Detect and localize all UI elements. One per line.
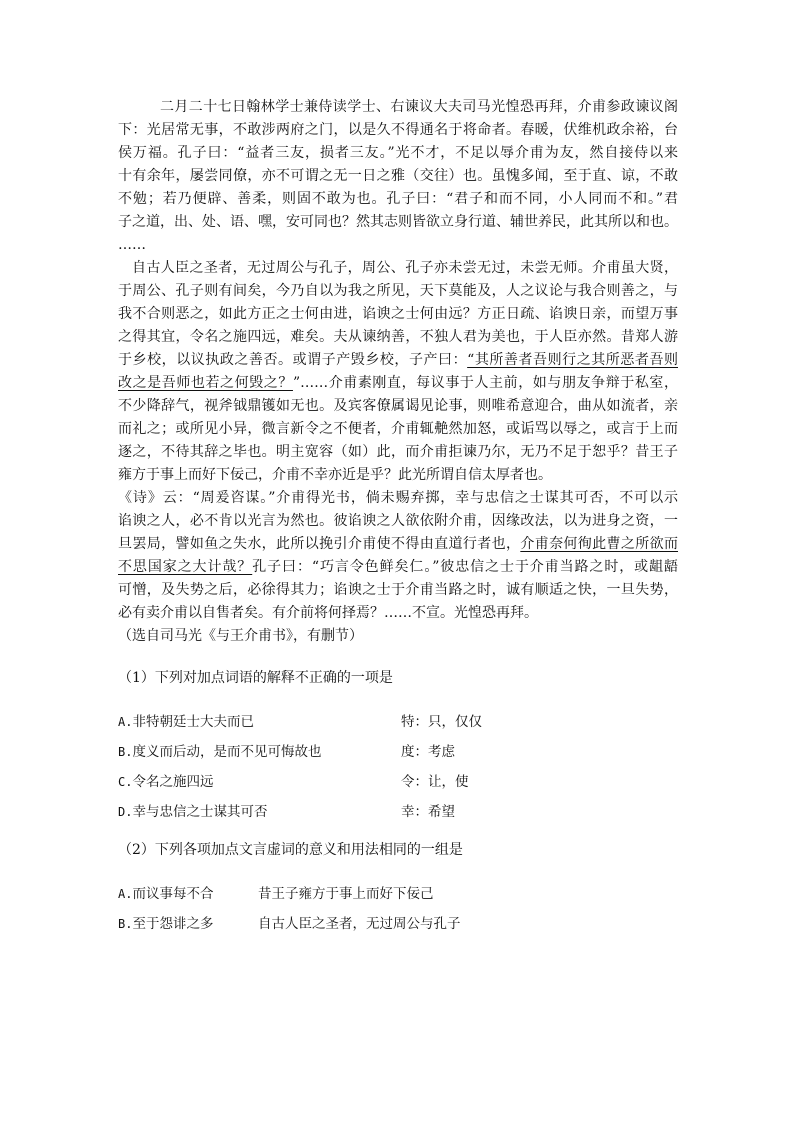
passage-text: ”……介甫素刚直，每议事于人主前，如与朋友争辩于私室，: [292, 375, 679, 391]
document-body: [118, 96, 678, 934]
option-pair-text: 自古人臣之圣者，无过周公与孔子: [258, 916, 461, 932]
underlined-sentence: 介甫奈何徇此曹之所欲而: [520, 536, 679, 552]
passage-line: [118, 372, 678, 395]
passage-line: 十有余年，屡尝同僚，亦不可谓之无一日之雅（交往）也。虽愧多闻，至于直、谅，不敢: [118, 168, 678, 184]
option-row: [118, 712, 678, 732]
source-note: （选自司马光《与王介甫书》，有删节）: [118, 628, 363, 644]
passage-line: 雍方于事上而好下佞己，介甫不幸亦近是乎？此光所谓自信太厚者也。: [118, 467, 552, 483]
option-explanation: 幸：希望: [401, 804, 455, 820]
passage-line: 于周公、孔子则有间矣，今乃自以为我之所见，天下莫能及，人之议论与我合则善之，与: [118, 283, 678, 299]
passage-text: 于乡校，以议执政之善否。或谓子产毁乡校，子产曰：: [118, 352, 468, 368]
passage-line: 下：光居常无事，不敢涉两府之门，以是久不得通名于将命者。春暖，伏维机政余裕，台: [118, 122, 678, 138]
option-row: [118, 772, 678, 792]
passage-line: 侯万福。孔子曰：“益者三友，损者三友。”光不才，不足以辱介甫为友，然自接侍以来: [118, 145, 678, 161]
passage-line: 不勉；若乃便辟、善柔，则固不敢为也。孔子曰：“君子和而不同，小人同而不和。”君: [118, 191, 678, 207]
passage-line: ……: [118, 237, 146, 253]
option-text: A.而议事每不合: [118, 886, 214, 902]
passage-text: 孔子曰：“巧言令色鲜矣仁。”彼忠信之士于介甫当路之时，或龃龉: [252, 559, 678, 575]
passage-line: 可憎，及失势之后，必徐得其力；谄谀之士于介甫当路之时，诚有顺适之快，一旦失势，: [118, 582, 678, 598]
option-row: [118, 884, 678, 904]
passage-line: 二月二十七日翰林学士兼侍读学士、右谏议大夫司马光惶恐再拜，介甫参政谏议阁: [160, 99, 678, 115]
option-row: [118, 914, 678, 934]
passage-line: 而礼之；或所见小异，微言新令之不便者，介甫辄艴然加怒，或诟骂以辱之，或言于上而: [118, 421, 678, 437]
underlined-sentence: 不思国家之大计哉？: [118, 559, 253, 575]
passage-line: [118, 533, 678, 556]
passage-line: 必有卖介甫以自售者矣。有介前将何择焉？……不宣。光惶恐再拜。: [118, 605, 538, 621]
passage-line: [118, 556, 678, 579]
option-explanation: 度：考虑: [401, 744, 455, 760]
option-explanation: 令：让，使: [401, 774, 469, 790]
option-text: A.非特朝廷士大夫而已: [118, 714, 254, 730]
option-pair-text: 昔王子雍方于事上而好下佞己: [258, 886, 434, 902]
question-stem: （1）下列对加点词语的解释不正确的一项是: [118, 670, 393, 686]
passage-line: [118, 349, 678, 372]
passage-line: 《诗》云：“周爰咨谋。”介甫得光书，倘未赐弃掷，幸与忠信之士谋其可否，不可以示: [118, 490, 678, 506]
option-row: [118, 742, 678, 762]
passage-line: 逐之，不待其辞之毕也。明主宽容（如）此，而介甫拒谏乃尔，无乃不足于恕乎？昔王子: [118, 444, 678, 460]
option-explanation: 特：只，仅仅: [401, 714, 482, 730]
underlined-quote: “其所善者吾则行之其所恶者吾则: [467, 352, 678, 368]
passage-line: 自古人臣之圣者，无过周公与孔子，周公、孔子亦未尝无过，未尝无师。介甫虽大贤，: [132, 260, 678, 276]
passage-line: 子之道，出、处、语、嘿，安可同也？然其志则皆欲立身行道、辅世养民，此其所以和也。: [118, 214, 678, 230]
passage-line: 之得其宜，令名之施四远，难矣。夫从谏纳善，不独人君为美也，于人臣亦然。昔郑人游: [118, 329, 678, 345]
option-text: D.幸与忠信之士谋其可否: [118, 804, 268, 820]
option-text: C.令名之施四远: [118, 774, 214, 790]
passage-text: 旦罢局，譬如鱼之失水，此所以挽引介甫使不得由直道行者也，: [118, 536, 521, 552]
passage-line: 不少降辞气，视斧钺鼎镬如无也。及宾客僚属谒见论事，则唯希意迎合，曲从如流者，亲: [118, 398, 678, 414]
option-row: [118, 802, 678, 822]
option-text: B.度义而后动，是而不见可悔故也: [118, 744, 322, 760]
passage-line: 谄谀之人，必不肯以光言为然也。彼谄谀之人欲依附介甫，因缘改法，以为进身之资，一: [118, 513, 678, 529]
passage-line: 我不合则恶之，如此方正之士何由进，谄谀之士何由远？方正日疏、谄谀日亲，而望万事: [118, 306, 678, 322]
question-stem: （2）下列各项加点文言虚词的意义和用法相同的一组是: [118, 842, 463, 858]
underlined-quote: 改之是吾师也若之何毁之？: [118, 375, 293, 391]
option-text: B.至于怨诽之多: [118, 916, 214, 932]
